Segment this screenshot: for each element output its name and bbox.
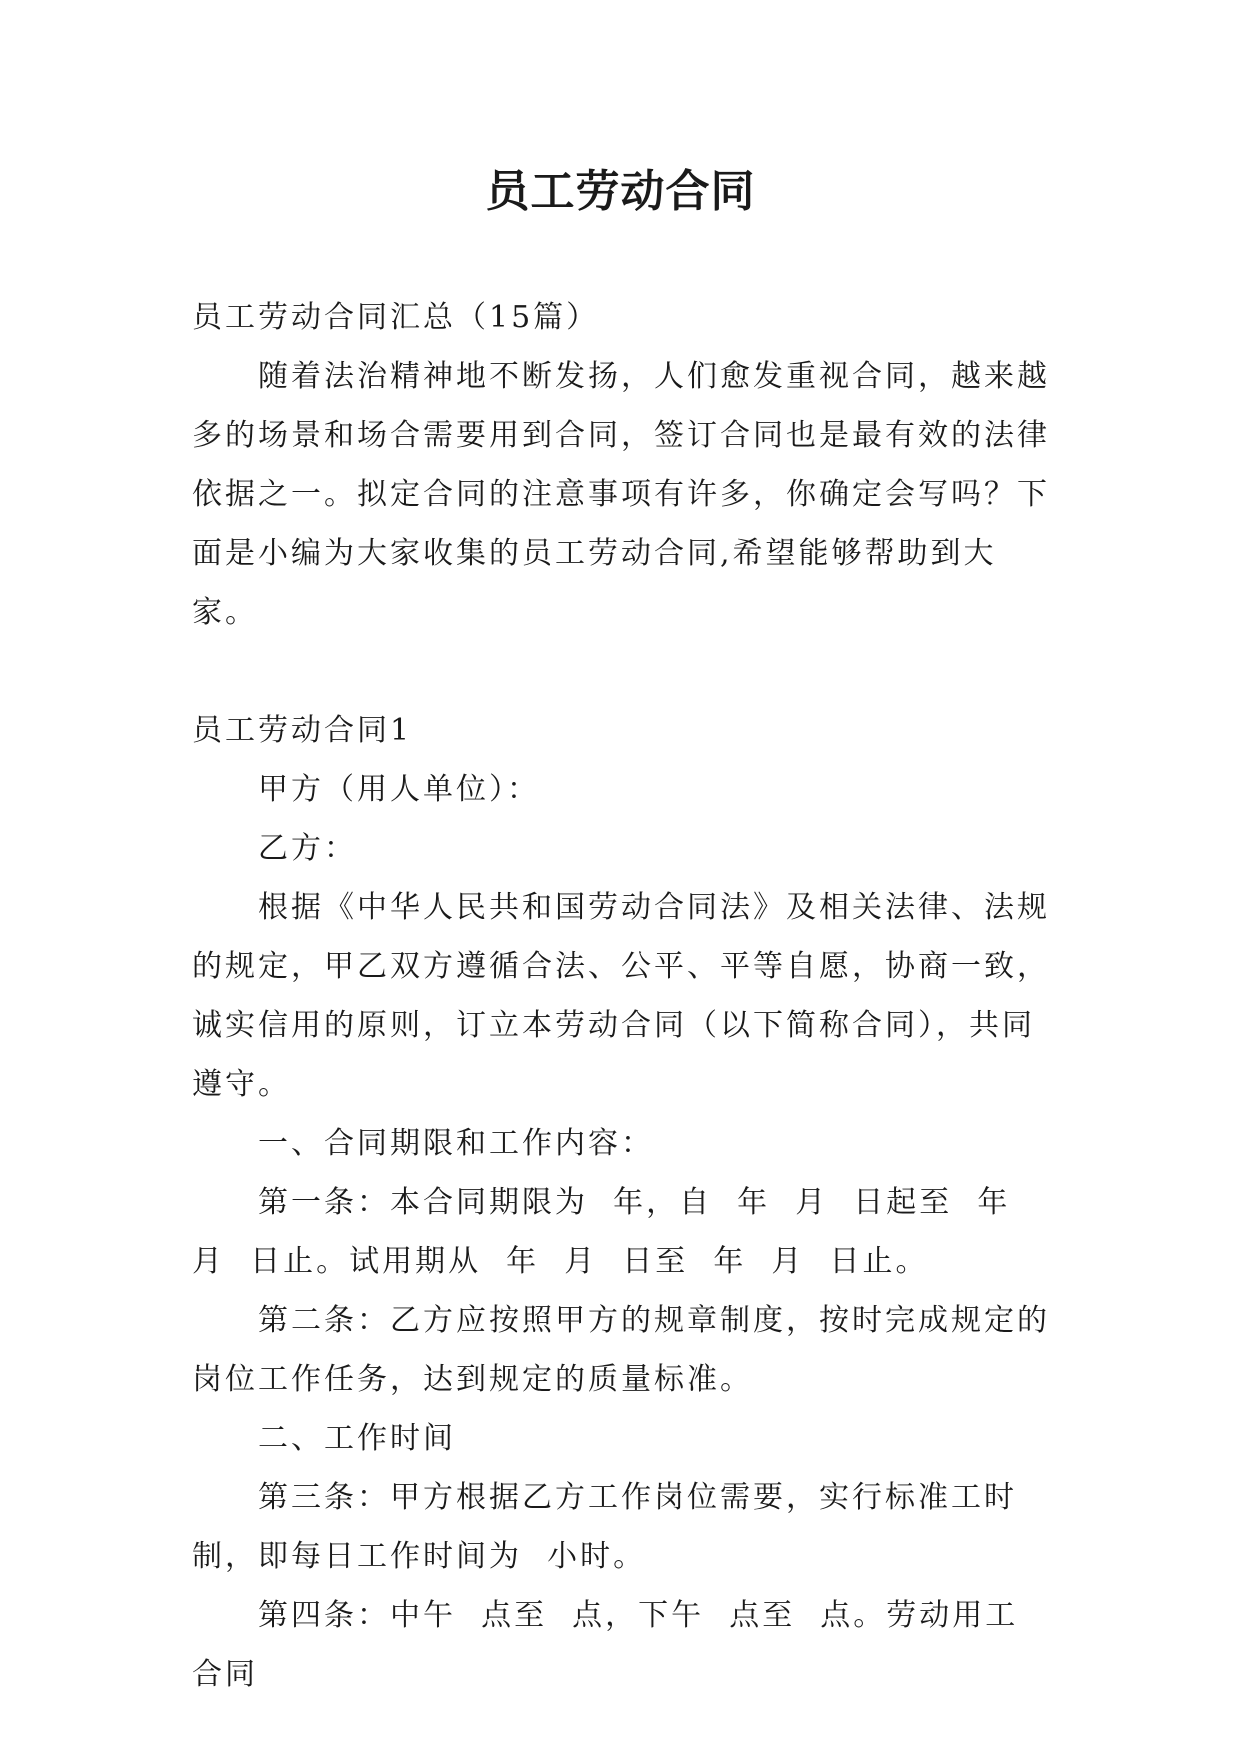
contract-heading: 员工劳动合同1 xyxy=(192,713,413,748)
section-2-heading: 二、工作时间 xyxy=(258,1421,456,1456)
article-4-paragraph: 第四条：中午 点至 点，下午 点至 点。劳动用工合同 xyxy=(192,1598,1019,1692)
article-2-paragraph: 第二条：乙方应按照甲方的规章制度，按时完成规定的岗位工作任务，达到规定的质量标准。 xyxy=(192,1303,1050,1397)
preamble-paragraph: 根据《中华人民共和国劳动合同法》及相关法律、法规的规定，甲乙双方遵循合法、公平、平等自愿，协商一致，诚实信用的原则，订立本劳动合同（以下简称合同），共同遵守。 xyxy=(192,890,1050,1102)
document-title: 员工劳动合同 xyxy=(485,166,756,217)
spacer xyxy=(192,642,1050,701)
article-3-paragraph: 第三条：甲方根据乙方工作岗位需要，实行标准工时制，即每日工作时间为 小时。 xyxy=(192,1480,1017,1574)
article-1-paragraph: 第一条：本合同期限为 年，自 年 月 日起至 年 月 日止。试用期从 年 月 日至 年 月 日止。 xyxy=(192,1185,1036,1279)
section-1-heading: 一、合同期限和工作内容： xyxy=(258,1126,654,1161)
collection-heading: 员工劳动合同汇总（15篇） xyxy=(192,300,600,335)
party-a-line: 甲方（用人单位）： xyxy=(258,772,540,807)
party-b-line: 乙方： xyxy=(258,831,357,866)
document-body xyxy=(192,288,1050,1704)
intro-paragraph: 随着法治精神地不断发扬，人们愈发重视合同，越来越多的场景和场合需要用到合同，签订合同也是最有效的法律依据之一。拟定合同的注意事项有许多，你确定会写吗？下面是小编为大家收集的员工劳动合同,希望能够帮助到大家。 xyxy=(192,359,1050,630)
